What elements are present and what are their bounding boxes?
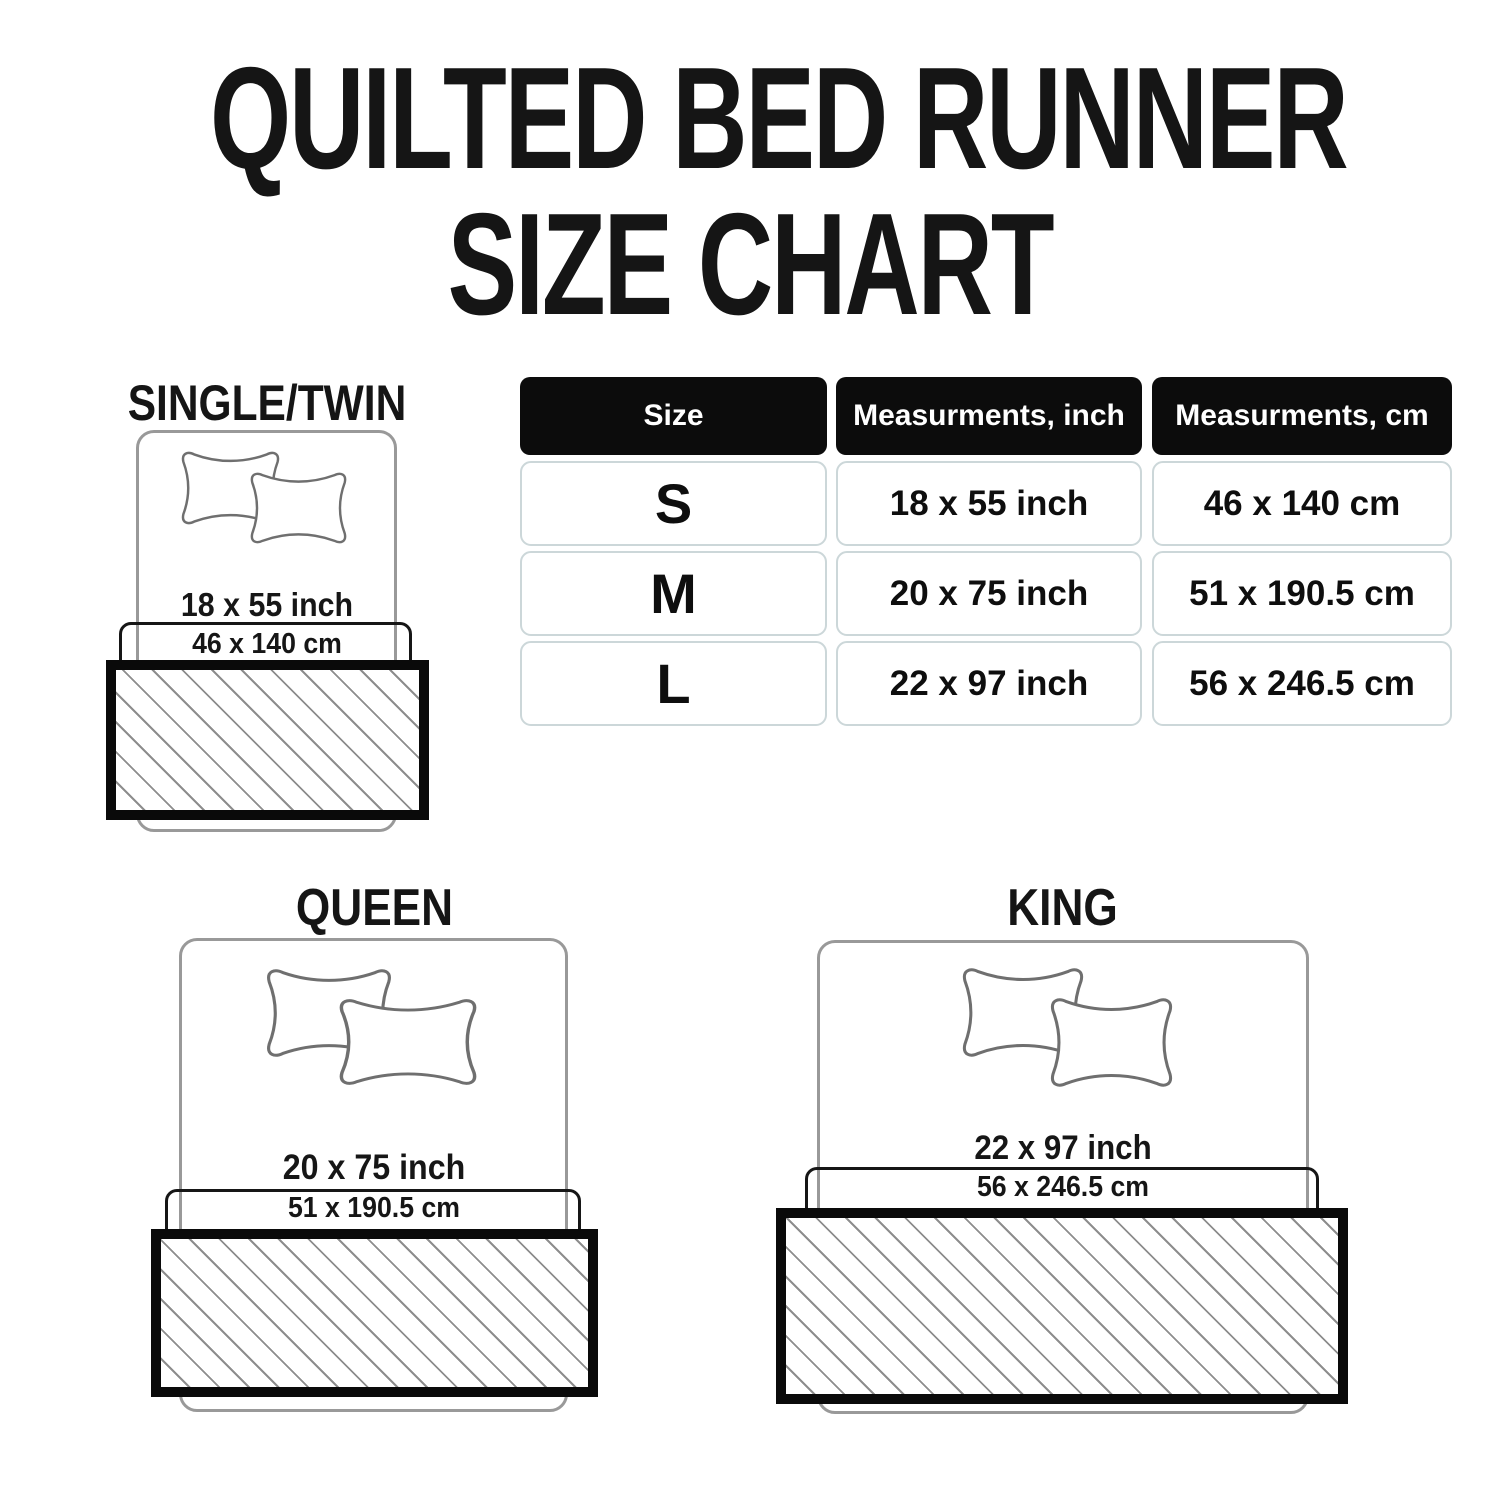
page-title-line2: SIZE CHART xyxy=(447,183,1053,345)
bed-runner-swatch xyxy=(106,660,429,820)
bed-runner-swatch xyxy=(776,1208,1348,1404)
table-cell-inch-s: 18 x 55 inch xyxy=(836,461,1142,546)
pillow-icon xyxy=(333,996,483,1088)
table-cell-inch-l: 22 x 97 inch xyxy=(836,641,1142,726)
cm-dimension-label: 56 x 246.5 cm xyxy=(976,1171,1150,1203)
table-cell-cm-l: 56 x 246.5 cm xyxy=(1152,641,1452,726)
inch-dimension-label: 18 x 55 inch xyxy=(180,586,354,623)
pillow-icon xyxy=(246,470,351,546)
section-title-king: KING xyxy=(1007,879,1118,937)
cm-dimension-label: 46 x 140 cm xyxy=(192,628,342,660)
inch-dimension-label: 20 x 75 inch xyxy=(282,1148,466,1187)
table-header-inch: Measurments, inch xyxy=(836,377,1142,455)
table-cell-cm-s: 46 x 140 cm xyxy=(1152,461,1452,546)
section-title-queen: QUEEN xyxy=(295,879,454,937)
section-title-single-twin: SINGLE/TWIN xyxy=(127,375,407,431)
page-title-line1: QUILTED BED RUNNER xyxy=(210,37,1347,199)
table-cell-size-s: S xyxy=(520,461,827,546)
table-cell-size-l: L xyxy=(520,641,827,726)
page-title xyxy=(0,37,1500,345)
table-cell-cm-m: 51 x 190.5 cm xyxy=(1152,551,1452,636)
table-header-size: Size xyxy=(520,377,827,455)
table-cell-inch-m: 20 x 75 inch xyxy=(836,551,1142,636)
pillow-icon xyxy=(1045,995,1178,1090)
table-cell-size-m: M xyxy=(520,551,827,636)
table-header-cm: Measurments, cm xyxy=(1152,377,1452,455)
inch-dimension-label: 22 x 97 inch xyxy=(974,1129,1152,1167)
cm-dimension-label: 51 x 190.5 cm xyxy=(287,1192,461,1224)
bed-runner-swatch xyxy=(151,1229,598,1397)
